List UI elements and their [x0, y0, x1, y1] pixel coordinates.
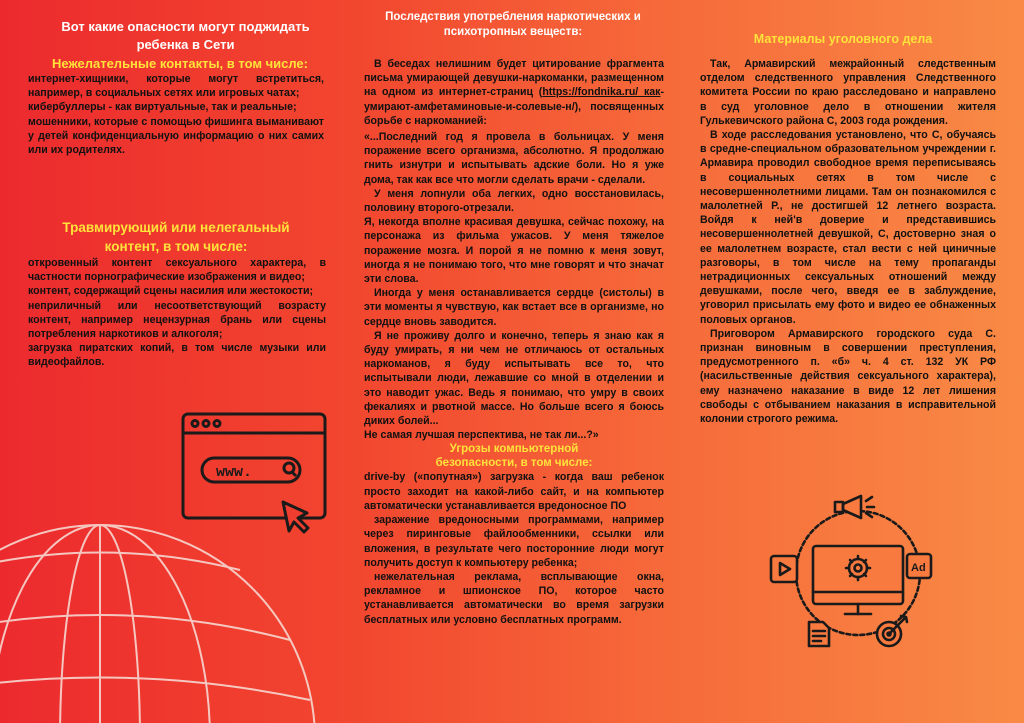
browser-url-text: www.: [216, 464, 253, 481]
col3-title: Материалы уголовного дела: [753, 32, 933, 46]
case-paragraph: В ходе расследования установлено, что С, обучаясь в средне-специальном образовательном учреждении г. Армавира проводил свободное время переписываясь в социальных сетях в том числе с несовершеннолетними лицами. Там он познакомился с малолетней Р., не достигшей 12 летнего возраста. Войдя к ней'в доверие и представившись несовершеннолетней девушкой, С, достоверно зная о ее малолетнем возрасте, стал вести с ней циничные разговоры, в том числе на тему пропаганды нетрадиционных сексуальных отношений между девушками, после чего, введя ее в заблуждение, уговорил присылать ему фото и видео ее обнаженных половых органов.: [700, 129, 996, 326]
contacts-list: [28, 72, 324, 157]
content-item: откровенный контент сексуального характера, в частности порнографические изображения и видео;: [28, 257, 326, 284]
contact-item: кибербуллеры - как виртуальные, так и реальные;: [28, 101, 297, 114]
col2-body: [364, 57, 664, 627]
quote-paragraph: Не самая лучшая перспектива, не так ли...?»: [364, 429, 599, 442]
content-item: неприличный или несоответствующий возрасту контент, например нецензурная брань или сцены потребления наркотиков и алкоголя;: [28, 299, 326, 341]
contact-item: интернет-хищники, которые могут встретиться, например, в социальных сетях или игровых чатах;: [28, 73, 324, 100]
col3-body: [700, 57, 996, 426]
threat-item: drive-by («попутная») загрузка - когда ваш ребенок просто заходит на какой-либо сайт, и на компьютер автоматически устанавливается вредоносное ПО: [364, 471, 664, 512]
contact-item: мошенники, которые с помощью фишинга выманивают у детей конфиденциальную информацию о них самих или их родителях.: [28, 115, 324, 157]
content-heading: Травмирующий или нелегальный контент, в том числе:: [62, 220, 290, 254]
digital-marketing-icon: [765, 488, 955, 653]
threat-item: нежелательная реклама, всплывающие окна, рекламное и шпионское ПО, которое часто устанавливается автоматически во время загрузки бесплатных или условно бесплатных программ.: [364, 570, 664, 626]
quote-paragraph: Я, некогда вполне красивая девушка, сейчас похожу, на персонажа из фильма ужасов. У меня тяжелое поражение мозга. И порой я не помню к меня зовут, иногда я не понимаю того, что мне говорят и что значат эти слова.: [364, 216, 664, 286]
quote-paragraph: Иногда у меня останавливается сердце (систолы) в эти моменты я чувствую, как встает все в организме, но сердце вновь заводится.: [364, 287, 664, 328]
threats-heading: Угрозы компьютерной безопасности, в том числе:: [435, 443, 593, 470]
col1-title: Вот какие опасности могут поджидать ребенка в Сети: [61, 19, 310, 52]
quote-paragraph: Я не проживу долго и конечно, теперь я знаю как я буду умирать, я ни чем не отличаюсь от остальных наркоманов, я буду испытывать все то, что испытывали люди, лежавшие со мной в отделении и это наводит ужас. Ведь я понимаю, что умру в своих фекалиях и рвотной массе. Но больше всего я боюсь диких болей...: [364, 329, 664, 428]
ad-label: Ad: [911, 562, 926, 574]
content-list: [28, 256, 326, 370]
content-item: контент, содержащий сцены насилия или жестокости;: [28, 285, 313, 298]
col2-title: Последствия употребления наркотических и психотропных веществ:: [385, 11, 641, 38]
contacts-heading: Нежелательные контакты, в том числе:: [52, 56, 308, 71]
quote-paragraph: У меня лопнули оба легких, одно восстановилась, половину второго-отрезали.: [364, 187, 664, 215]
intro-paragraph: В беседах нелишним будет цитирование фрагмента письма умирающей девушки-наркоманки, размещенном на одном из интернет-страниц (https://fondnika.ru/ как-умирают-амфетаминовые-и-солевые-н/), посвященных борьбе с наркоманией:: [364, 58, 664, 127]
quote-paragraph: «...Последний год я провела в больницах. У меня поражение всего организма, абсолютно. Я продолжаю гнить изнутри и испытывать адские боли. Но я уже дома, так как все что могли сделать врачи - сделали.: [364, 131, 664, 186]
content-item: загрузка пиратских копий, в том числе музыки или видеофайлов.: [28, 342, 326, 369]
threat-item: заражение вредоносными программами, например через пиринговые файлообменники, ссылки или вложения, в результате чего посторонние люди могут получить доступ к компьютеру ребенка;: [364, 514, 664, 569]
case-paragraph: Так, Армавирский межрайонный следственным отделом следственного управления Следственного комитета России по краю расследовано и направлено в суд уголовное дело в отношении жителя Гулькевичского района С, 2003 года рождения.: [700, 58, 996, 127]
fondnika-link[interactable]: https://fondnika.ru/ как: [542, 86, 661, 99]
case-paragraph: Приговором Армавирского городского суда С. признан виновным в совершении преступления, предусмотренного п. «б» ч. 4 ст. 132 УК РФ (насильственные действия сексуального характера), ему назначено наказание в виде 12 лет лишения свободы с отбыванием наказания в исправительной колонии строгого режима.: [700, 327, 996, 426]
browser-window-icon: [180, 410, 330, 535]
